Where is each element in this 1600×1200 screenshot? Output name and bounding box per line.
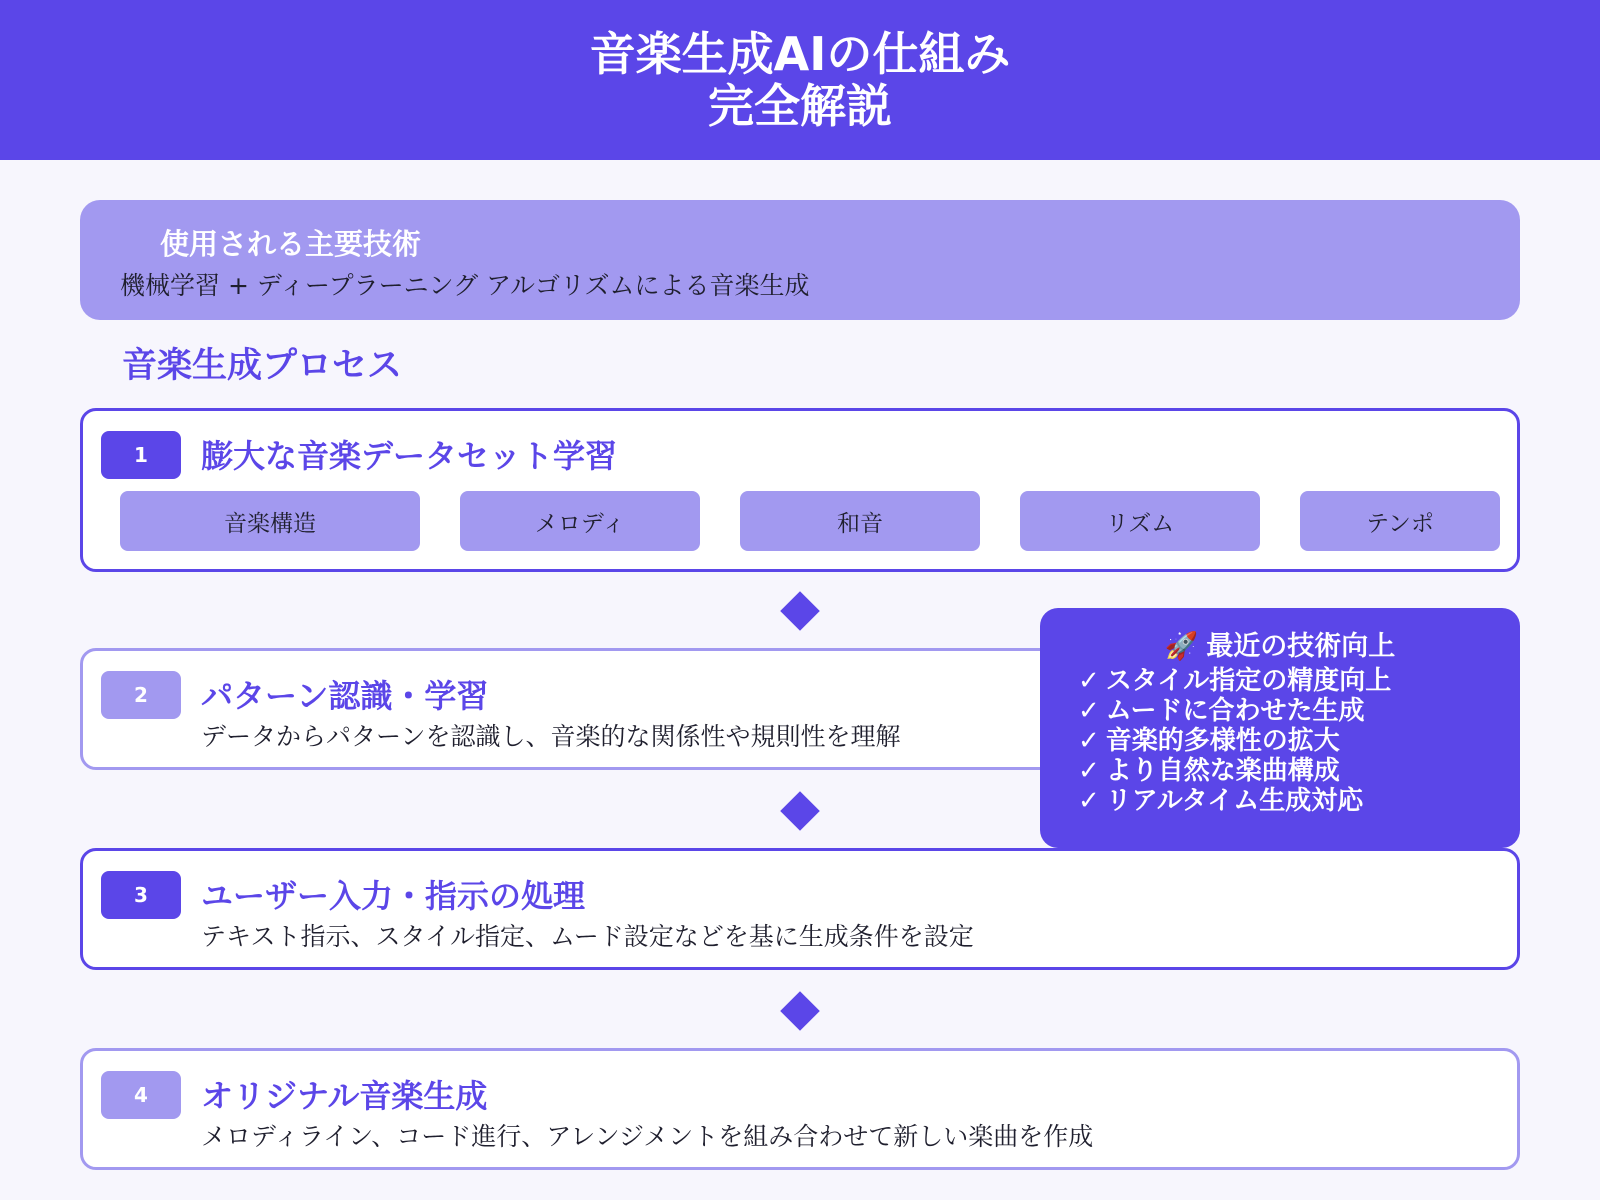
rocket-icon: 🚀 — [1164, 631, 1199, 662]
data-chip-harmony: 和音 — [740, 491, 980, 551]
key-technology-title: 使用される主要技術 — [160, 227, 422, 261]
recent-improvements-title: 最近の技術向上 — [1206, 631, 1396, 662]
check-icon: ✓ — [1078, 666, 1100, 696]
improvement-text: ムードに合わせた生成 — [1105, 696, 1365, 726]
list-item — [1078, 756, 1391, 786]
step-description: データからパターンを認識し、音楽的な関係性や規則性を理解 — [201, 722, 901, 751]
check-icon: ✓ — [1078, 756, 1100, 786]
data-chip-melody: メロディ — [460, 491, 700, 551]
process-section-title: 音楽生成プロセス — [122, 346, 403, 386]
page-title-line-1: 音楽生成AIの仕組み — [589, 27, 1011, 81]
improvement-text: 音楽的多様性の拡大 — [1105, 726, 1340, 756]
step-number-badge: 1 — [101, 431, 181, 479]
process-step-4 — [80, 1048, 1520, 1170]
flow-diamond-connector — [780, 791, 820, 831]
data-chip-music-structure: 音楽構造 — [120, 491, 420, 551]
list-item — [1078, 666, 1391, 696]
step-title: 膨大な音楽データセット学習 — [201, 437, 618, 475]
page-header — [0, 0, 1600, 160]
step-description: テキスト指示、スタイル指定、ムード設定などを基に生成条件を設定 — [201, 922, 974, 951]
improvement-text: リアルタイム生成対応 — [1105, 786, 1364, 816]
process-step-3 — [80, 848, 1520, 970]
step-number-badge: 3 — [101, 871, 181, 919]
step-title: オリジナル音楽生成 — [201, 1077, 488, 1115]
recent-improvements-panel — [1040, 608, 1520, 848]
flow-diamond-connector — [780, 991, 820, 1031]
step-title: ユーザー入力・指示の処理 — [201, 877, 586, 915]
process-step-1 — [80, 408, 1520, 572]
step-number-badge: 4 — [101, 1071, 181, 1119]
improvement-text: より自然な楽曲構成 — [1105, 756, 1340, 786]
key-technology-card — [80, 200, 1520, 320]
step-number-badge: 2 — [101, 671, 181, 719]
check-icon: ✓ — [1078, 726, 1100, 756]
data-chip-tempo: テンポ — [1300, 491, 1500, 551]
recent-improvements-title-row — [1040, 624, 1520, 663]
key-technology-description: 機械学習 + ディープラーニング アルゴリズムによる音楽生成 — [120, 271, 810, 300]
check-icon: ✓ — [1078, 696, 1100, 726]
check-icon: ✓ — [1078, 786, 1100, 816]
data-chip-rhythm: リズム — [1020, 491, 1260, 551]
flow-diamond-connector — [780, 591, 820, 631]
improvements-list — [1078, 666, 1391, 816]
step-description: メロディライン、コード進行、アレンジメントを組み合わせて新しい楽曲を作成 — [201, 1122, 1094, 1151]
list-item — [1078, 696, 1391, 726]
improvement-text: スタイル指定の精度向上 — [1105, 666, 1392, 696]
list-item — [1078, 786, 1391, 816]
list-item — [1078, 726, 1391, 756]
page-title-line-2: 完全解説 — [708, 79, 892, 133]
step-title: パターン認識・学習 — [201, 677, 489, 715]
